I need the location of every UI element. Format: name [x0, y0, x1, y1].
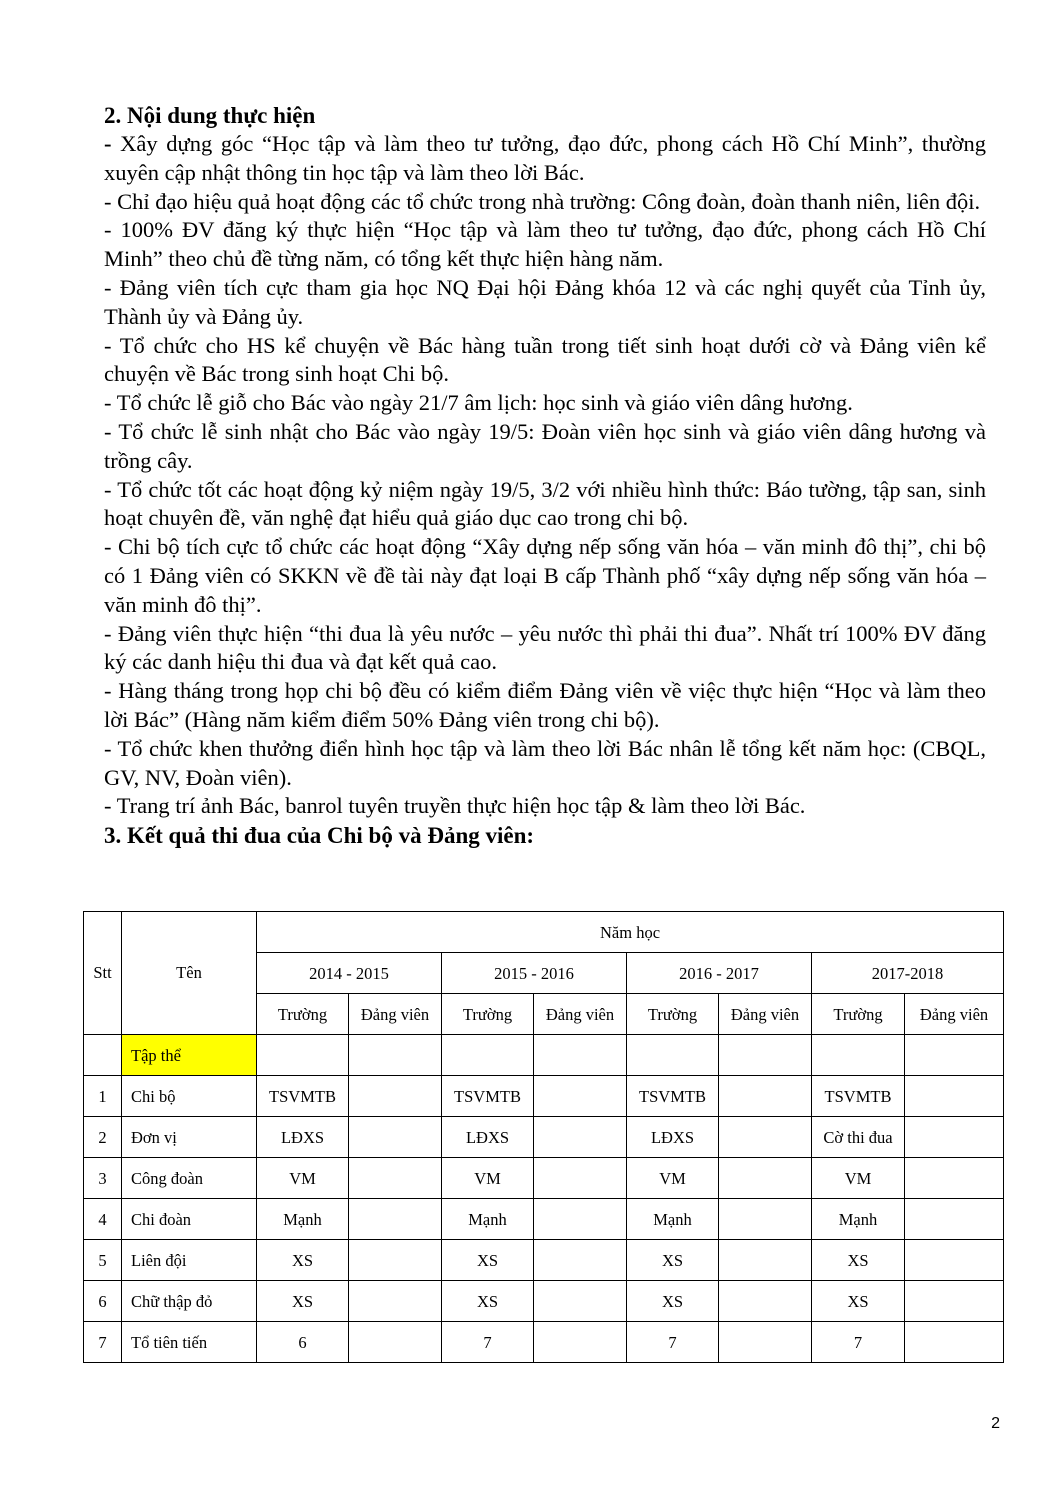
cell-truong: LĐXS: [442, 1117, 534, 1158]
cell-truong: VM: [627, 1158, 719, 1199]
header-year: 2016 - 2017: [627, 953, 812, 994]
row-stt: 4: [84, 1199, 122, 1240]
header-ten: Tên: [122, 912, 257, 1035]
header-dang-vien: Đảng viên: [349, 994, 442, 1035]
cell-dang-vien: [349, 1322, 442, 1363]
content-item: - Chỉ đạo hiệu quả hoạt động các tổ chức trong nhà trường: Công đoàn, đoàn thanh niên, liên đội.: [104, 188, 981, 214]
row-name: Chi đoàn: [122, 1199, 257, 1240]
cell-dang-vien: [905, 1199, 1004, 1240]
table-row: [84, 1240, 1004, 1281]
cell-dang-vien: [719, 1158, 812, 1199]
cell-truong: XS: [257, 1240, 349, 1281]
cell-truong: Mạnh: [627, 1199, 719, 1240]
cell-dang-vien: [349, 1117, 442, 1158]
content-item: - Đảng viên thực hiện “thi đua là yêu nước – yêu nước thì phải thi đua”. Nhất trí 100% ĐV đăng ký các danh hiệu thi đua và đạt kết quả cao.: [104, 620, 986, 675]
table-row: [84, 1281, 1004, 1322]
table-row: [84, 1158, 1004, 1199]
content-body: [104, 101, 986, 850]
content-item: - Trang trí ảnh Bác, banrol tuyên truyền thực hiện học tập & làm theo lời Bác.: [104, 793, 806, 819]
cell-truong: 6: [257, 1322, 349, 1363]
cell-truong: LĐXS: [627, 1117, 719, 1158]
empty-cell: [905, 1035, 1004, 1076]
cell-truong: Mạnh: [442, 1199, 534, 1240]
table-row: [84, 1117, 1004, 1158]
header-dang-vien: Đảng viên: [905, 994, 1004, 1035]
cell-truong: Cờ thi đua: [812, 1117, 905, 1158]
row-name: Chữ thập đỏ: [122, 1281, 257, 1322]
content-item: - Hàng tháng trong họp chi bộ đều có kiểm điểm Đảng viên về việc thực hiện “Học và làm theo lời Bác” (Hàng năm kiểm điểm 50% Đảng viên trong chi bộ).: [104, 678, 986, 732]
cell-dang-vien: [905, 1117, 1004, 1158]
cell-truong: Mạnh: [812, 1199, 905, 1240]
empty-cell: [812, 1035, 905, 1076]
header-nam-hoc: Năm học: [257, 912, 1004, 953]
cell-truong: XS: [257, 1281, 349, 1322]
cell-truong: XS: [627, 1240, 719, 1281]
cell-dang-vien: [349, 1158, 442, 1199]
cell-truong: VM: [812, 1158, 905, 1199]
cell-truong: Mạnh: [257, 1199, 349, 1240]
cell-truong: VM: [257, 1158, 349, 1199]
content-item: - Tổ chức cho HS kể chuyện về Bác hàng tuần trong tiết sinh hoạt dưới cờ và Đảng viên kể chuyện về Bác trong sinh hoạt Chi bộ.: [104, 332, 986, 387]
cell-truong: XS: [627, 1281, 719, 1322]
header-truong: Trường: [442, 994, 534, 1035]
cell-dang-vien: [534, 1117, 627, 1158]
cell-truong: TSVMTB: [627, 1076, 719, 1117]
content-item: - Tổ chức lễ sinh nhật cho Bác vào ngày 19/5: Đoàn viên học sinh và giáo viên dâng hương và trồng cây.: [104, 418, 986, 473]
cell-dang-vien: [534, 1281, 627, 1322]
section-3-title: 3. Kết quả thi đua của Chi bộ và Đảng viên:: [104, 823, 535, 849]
empty-cell: [627, 1035, 719, 1076]
header-row-1: [84, 912, 1004, 953]
cell-dang-vien: [905, 1158, 1004, 1199]
cell-dang-vien: [349, 1240, 442, 1281]
header-dang-vien: Đảng viên: [719, 994, 812, 1035]
cell-dang-vien: [719, 1281, 812, 1322]
cell-truong: VM: [442, 1158, 534, 1199]
section-2-title: 2. Nội dung thực hiện: [104, 103, 316, 128]
content-item: - Tổ chức khen thưởng điển hình học tập và làm theo lời Bác nhân lễ tổng kết năm học: (CBQL, GV, NV, Đoàn viên).: [104, 735, 986, 790]
empty-cell: [442, 1035, 534, 1076]
results-table: [83, 911, 1004, 1363]
empty-cell: [257, 1035, 349, 1076]
cell-truong: XS: [442, 1240, 534, 1281]
content-item: - 100% ĐV đăng ký thực hiện “Học tập và làm theo tư tưởng, đạo đức, phong cách Hồ Chí Minh” theo chủ đề từng năm, có tổng kết thực hiện hàng năm.: [104, 217, 986, 272]
table-row: [84, 1076, 1004, 1117]
header-truong: Trường: [257, 994, 349, 1035]
cell-dang-vien: [719, 1240, 812, 1281]
row-name: Công đoàn: [122, 1158, 257, 1199]
cell-dang-vien: [534, 1322, 627, 1363]
cell-dang-vien: [349, 1281, 442, 1322]
cell-dang-vien: [719, 1117, 812, 1158]
content-item: - Chi bộ tích cực tổ chức các hoạt động “Xây dựng nếp sống văn hóa – văn minh đô thị”, chi bộ có 1 Đảng viên có SKKN về đề tài này đạt loại B cấp Thành phố “xây dựng nếp sống văn hóa – văn minh đô thị”.: [104, 534, 986, 617]
header-truong: Trường: [812, 994, 905, 1035]
header-year: 2014 - 2015: [257, 953, 442, 994]
cell-truong: TSVMTB: [812, 1076, 905, 1117]
cell-truong: TSVMTB: [442, 1076, 534, 1117]
empty-cell: [534, 1035, 627, 1076]
group-stt-cell: [84, 1035, 122, 1076]
content-item: - Đảng viên tích cực tham gia học NQ Đại hội Đảng khóa 12 và các nghị quyết của Tỉnh ủy, Thành ủy và Đảng ủy.: [104, 274, 986, 329]
cell-truong: XS: [812, 1281, 905, 1322]
row-name: Chi bộ: [122, 1076, 257, 1117]
row-stt: 2: [84, 1117, 122, 1158]
row-name: Tổ tiên tiến: [122, 1322, 257, 1363]
content-item: - Tổ chức lễ giỗ cho Bác vào ngày 21/7 âm lịch: học sinh và giáo viên dâng hương.: [104, 390, 853, 416]
row-stt: 1: [84, 1076, 122, 1117]
header-year: 2017-2018: [812, 953, 1004, 994]
cell-truong: XS: [812, 1240, 905, 1281]
row-name: Đơn vị: [122, 1117, 257, 1158]
row-stt: 5: [84, 1240, 122, 1281]
cell-dang-vien: [905, 1076, 1004, 1117]
cell-dang-vien: [349, 1199, 442, 1240]
cell-dang-vien: [905, 1322, 1004, 1363]
row-name: Liên đội: [122, 1240, 257, 1281]
cell-truong: 7: [627, 1322, 719, 1363]
cell-dang-vien: [719, 1199, 812, 1240]
cell-truong: LĐXS: [257, 1117, 349, 1158]
cell-dang-vien: [534, 1199, 627, 1240]
content-item-text: Xây dựng góc “Học tập và làm theo tư tưởng, đạo đức, phong cách Hồ Chí Minh”, thường xuyên cập nhật thông tin học tập và làm theo lời Bác.: [104, 131, 986, 185]
header-year: 2015 - 2016: [442, 953, 627, 994]
header-truong: Trường: [627, 994, 719, 1035]
cell-dang-vien: [534, 1158, 627, 1199]
table-row: [84, 1322, 1004, 1363]
cell-dang-vien: [719, 1322, 812, 1363]
empty-cell: [349, 1035, 442, 1076]
row-stt: 7: [84, 1322, 122, 1363]
cell-dang-vien: [534, 1240, 627, 1281]
header-stt: Stt: [84, 912, 122, 1035]
header-dang-vien: Đảng viên: [534, 994, 627, 1035]
cell-dang-vien: [719, 1076, 812, 1117]
cell-dang-vien: [905, 1281, 1004, 1322]
row-stt: 6: [84, 1281, 122, 1322]
item-dash: -: [104, 131, 121, 156]
cell-truong: 7: [442, 1322, 534, 1363]
cell-truong: TSVMTB: [257, 1076, 349, 1117]
group-label: Tập thể: [122, 1035, 257, 1076]
content-item: - Tổ chức tốt các hoạt động kỷ niệm ngày 19/5, 3/2 với nhiều hình thức: Báo tường, tập san, sinh hoạt chuyên đề, văn nghệ đạt hiểu quả giáo dục cao trong chi bộ.: [104, 476, 986, 531]
row-stt: 3: [84, 1158, 122, 1199]
cell-truong: 7: [812, 1322, 905, 1363]
page-number: 2: [991, 1415, 1000, 1432]
cell-truong: XS: [442, 1281, 534, 1322]
group-row: [84, 1035, 1004, 1076]
empty-cell: [719, 1035, 812, 1076]
table-row: [84, 1199, 1004, 1240]
cell-dang-vien: [534, 1076, 627, 1117]
content-item: [104, 130, 986, 188]
cell-dang-vien: [905, 1240, 1004, 1281]
cell-dang-vien: [349, 1076, 442, 1117]
